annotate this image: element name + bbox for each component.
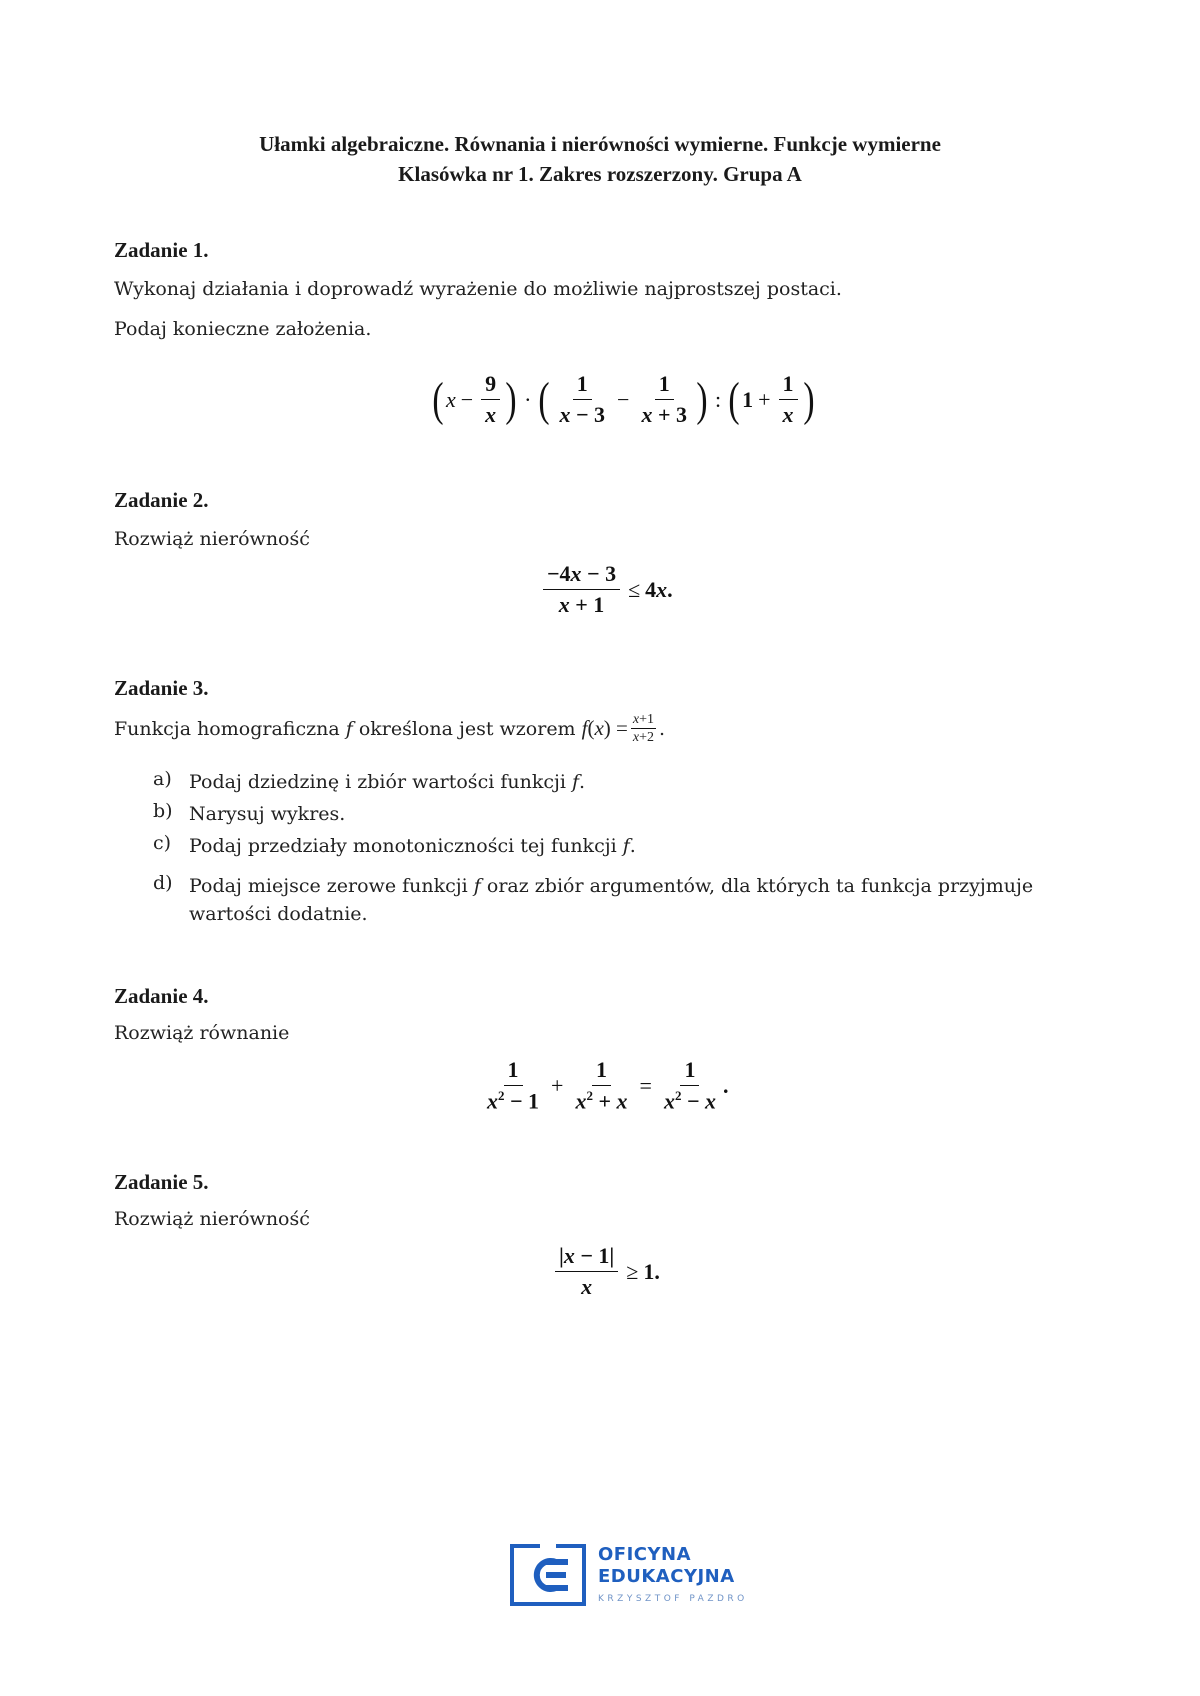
task3-item-label: d) bbox=[153, 872, 173, 894]
logo-line2: EDUKACYJNA bbox=[598, 1566, 735, 1587]
task3-item-fvar: f bbox=[572, 771, 580, 793]
task2-heading: Zadanie 2. bbox=[114, 488, 209, 512]
task3-item-text: Podaj miejsce zerowe funkcji bbox=[189, 875, 468, 897]
task1-expression: ( x − $\frac{9}{x}$ ) · ( $\frac{1}{x - 3}$ − $\frac{1}{x + 3}$ ) : ( 1 + $\frac{1}{x}$ ) bbox=[432, 371, 815, 428]
task3-intro-text-b: określona jest wzorem bbox=[358, 717, 576, 740]
task3-item-label: c) bbox=[153, 832, 172, 854]
document-subtitle: Klasówka nr 1. Zakres rozszerzony. Grupa A bbox=[398, 162, 802, 186]
task5-heading: Zadanie 5. bbox=[114, 1170, 209, 1194]
task3-item-text: Podaj przedziały monotoniczności tej funkcji bbox=[189, 835, 617, 857]
task2-inequality: $\frac{-4x - 3}{x + 1}$ ≤ 4x. bbox=[540, 562, 673, 617]
task3-item-end: . bbox=[629, 835, 636, 857]
task2-instruction: Rozwiąż nierówność bbox=[114, 528, 310, 550]
task3-item-fvar: f bbox=[622, 835, 630, 857]
logo-line3: KRZYSZTOF PAZDRO bbox=[598, 1594, 748, 1604]
document-title: Ułamki algebraiczne. Równania i nierówności wymierne. Funkcje wymierne bbox=[259, 132, 941, 156]
task3-item-label: a) bbox=[153, 768, 172, 790]
task5-instruction: Rozwiąż nierówność bbox=[114, 1208, 310, 1230]
task5-inequality: $\frac{|x - 1|}{x}$ ≥ 1. bbox=[552, 1244, 660, 1299]
task4-instruction: Rozwiąż równanie bbox=[114, 1022, 290, 1044]
task3-item-end: . bbox=[579, 771, 586, 793]
task3-item-label: b) bbox=[153, 800, 173, 822]
task3-item-text: Narysuj wykres. bbox=[189, 803, 346, 825]
task4-heading: Zadanie 4. bbox=[114, 984, 209, 1008]
task1-instruction: Wykonaj działania i doprowadź wyrażenie do możliwie najprostszej postaci. bbox=[114, 278, 842, 300]
task1-assumptions: Podaj konieczne założenia. bbox=[114, 318, 372, 340]
task3-heading: Zadanie 3. bbox=[114, 676, 209, 700]
task1-heading: Zadanie 1. bbox=[114, 238, 209, 262]
task3-item-text: Podaj dziedzinę i zbiór wartości funkcji bbox=[189, 771, 566, 793]
task3-intro: Funkcja homograficzna f określona jest wzorem f(x) = $\frac{x+1}{x+2}$ . bbox=[114, 712, 666, 746]
task3-item-fvar: f bbox=[473, 875, 481, 897]
task3-formula-fraction: $\frac{x+1}{x+2}$ bbox=[632, 712, 655, 746]
task4-equation: $\frac{1}{x^2 - 1}$ + $\frac{1}{x^2 + x}$ = $\frac{1}{x^2 - x}$ . bbox=[487, 1057, 729, 1114]
task3-intro-f: f bbox=[345, 717, 353, 740]
logo-line1: OFICYNA bbox=[598, 1544, 692, 1565]
publisher-logo bbox=[510, 1544, 748, 1606]
task3-item-end: oraz zbiór argumentów, dla których ta funkcja przyjmuje wartości dodatnie. bbox=[189, 875, 1034, 925]
oficyna-logo-icon bbox=[510, 1544, 586, 1606]
task3-intro-text-a: Funkcja homograficzna bbox=[114, 717, 340, 740]
task3-formula: f(x) = bbox=[581, 716, 628, 741]
